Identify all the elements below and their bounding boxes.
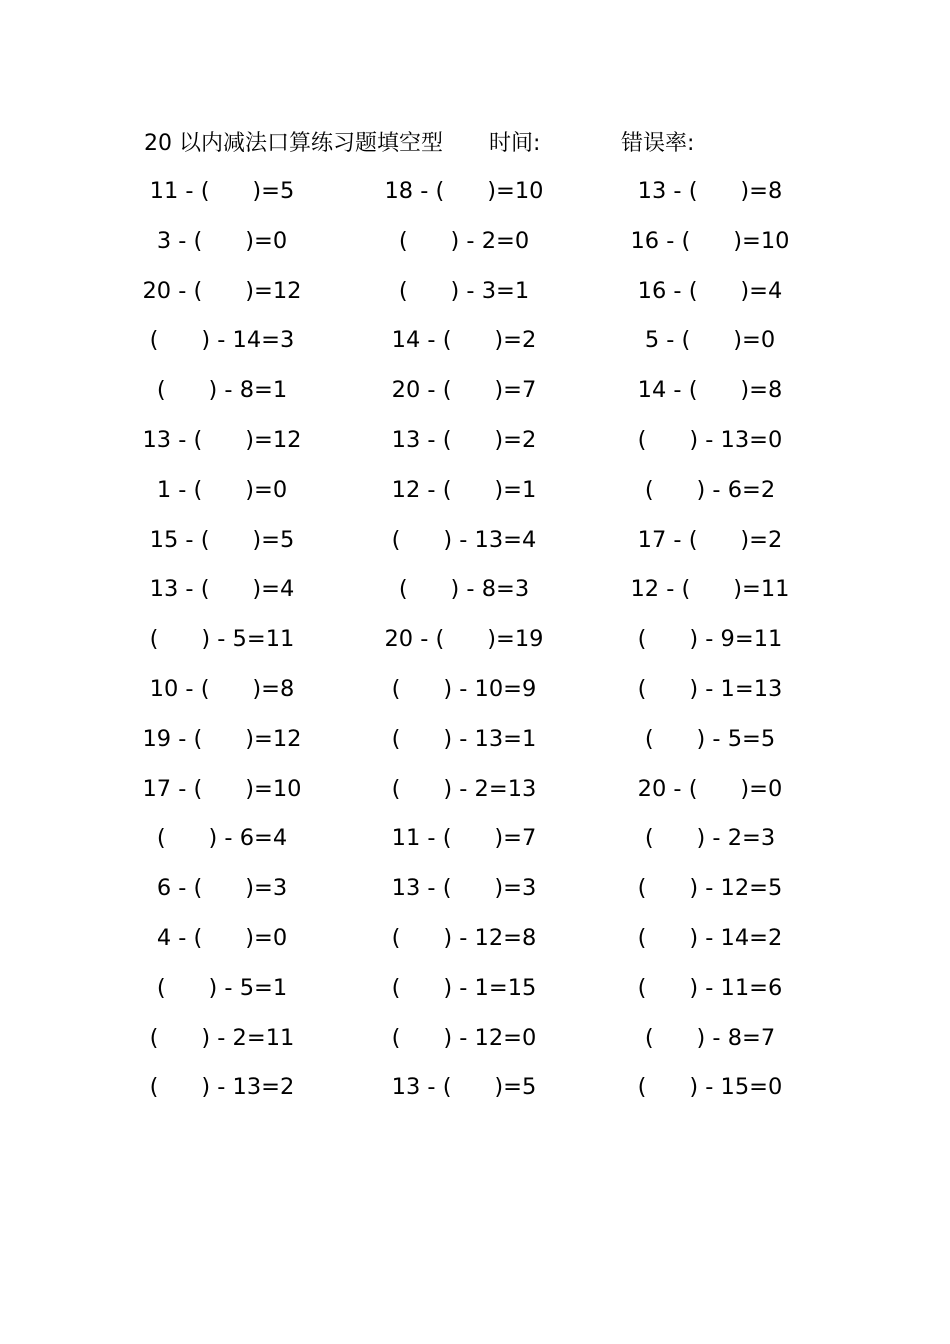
math-problem: 17 - ( )=10 xyxy=(142,775,302,802)
math-problem: ( ) - 1=13 xyxy=(637,675,783,702)
math-problem: ( ) - 8=7 xyxy=(644,1024,776,1051)
math-problem: 20 - ( )=19 xyxy=(384,626,544,653)
math-problem: ( ) - 13=4 xyxy=(391,526,537,553)
math-problem: 5 - ( )=0 xyxy=(644,327,776,354)
math-problem: ( ) - 2=11 xyxy=(149,1024,295,1051)
math-problem: 13 - ( )=8 xyxy=(637,178,783,204)
math-problem: ( ) - 5=1 xyxy=(156,974,288,1001)
math-problem: 13 - ( )=3 xyxy=(391,875,537,902)
math-problem: 17 - ( )=2 xyxy=(637,526,783,553)
problem-column-2 xyxy=(364,168,564,1114)
math-problem: 3 - ( )=0 xyxy=(156,227,288,254)
math-problem: ( ) - 6=4 xyxy=(156,825,288,852)
worksheet-header xyxy=(0,126,950,160)
math-problem: 20 - ( )=0 xyxy=(637,775,783,802)
math-problem: 14 - ( )=8 xyxy=(637,377,783,404)
math-problem: ( ) - 12=8 xyxy=(391,924,537,951)
math-problem: 16 - ( )=4 xyxy=(637,277,783,304)
math-problem: ( ) - 14=2 xyxy=(637,924,783,951)
math-problem: ( ) - 9=11 xyxy=(637,626,783,653)
math-problem: 6 - ( )=3 xyxy=(156,875,288,902)
math-problem: ( ) - 2=13 xyxy=(391,775,537,802)
time-label: 时间: xyxy=(489,131,541,156)
math-problem: ( ) - 2=0 xyxy=(398,227,530,254)
math-problem: ( ) - 11=6 xyxy=(637,974,783,1001)
math-problem: 4 - ( )=0 xyxy=(156,924,288,951)
math-problem: 13 - ( )=5 xyxy=(391,1074,537,1101)
math-problem: 12 - ( )=1 xyxy=(391,476,537,503)
math-problem: ( ) - 10=9 xyxy=(391,675,537,702)
math-problem: ( ) - 14=3 xyxy=(149,327,295,354)
math-problem: 20 - ( )=7 xyxy=(391,377,537,404)
math-problem: ( ) - 15=0 xyxy=(637,1074,783,1101)
math-problem: 18 - ( )=10 xyxy=(384,178,544,204)
math-problem: 11 - ( )=5 xyxy=(149,178,295,204)
math-problem: ( ) - 13=0 xyxy=(637,426,783,453)
math-problem: ( ) - 13=1 xyxy=(391,725,537,752)
math-problem: ( ) - 6=2 xyxy=(644,476,776,503)
math-problem: ( ) - 12=0 xyxy=(391,1024,537,1051)
math-problem: 15 - ( )=5 xyxy=(149,526,295,553)
math-problem: 11 - ( )=7 xyxy=(391,825,537,852)
math-problem: 12 - ( )=11 xyxy=(630,576,790,603)
math-problem: 14 - ( )=2 xyxy=(391,327,537,354)
math-problem: 13 - ( )=2 xyxy=(391,426,537,453)
error-rate-label: 错误率: xyxy=(621,131,695,156)
math-problem: ( ) - 13=2 xyxy=(149,1074,295,1101)
math-problem: 16 - ( )=10 xyxy=(630,227,790,254)
math-problem: ( ) - 1=15 xyxy=(391,974,537,1001)
math-problem: ( ) - 8=1 xyxy=(156,377,288,404)
problem-column-3 xyxy=(610,168,810,1114)
worksheet-title: 20 以内减法口算练习题填空型 xyxy=(144,131,443,156)
math-problem: ( ) - 2=3 xyxy=(644,825,776,852)
math-problem: ( ) - 5=5 xyxy=(644,725,776,752)
math-problem: 20 - ( )=12 xyxy=(142,277,302,304)
math-problem: 19 - ( )=12 xyxy=(142,725,302,752)
math-problem: ( ) - 8=3 xyxy=(398,576,530,603)
math-problem: 10 - ( )=8 xyxy=(149,675,295,702)
math-problem: ( ) - 5=11 xyxy=(149,626,295,653)
math-problem: 1 - ( )=0 xyxy=(156,476,288,503)
math-problem: 13 - ( )=4 xyxy=(149,576,295,603)
math-problem: ( ) - 3=1 xyxy=(398,277,530,304)
problem-column-1 xyxy=(122,168,322,1114)
math-problem: ( ) - 12=5 xyxy=(637,875,783,902)
math-problem: 13 - ( )=12 xyxy=(142,426,302,453)
